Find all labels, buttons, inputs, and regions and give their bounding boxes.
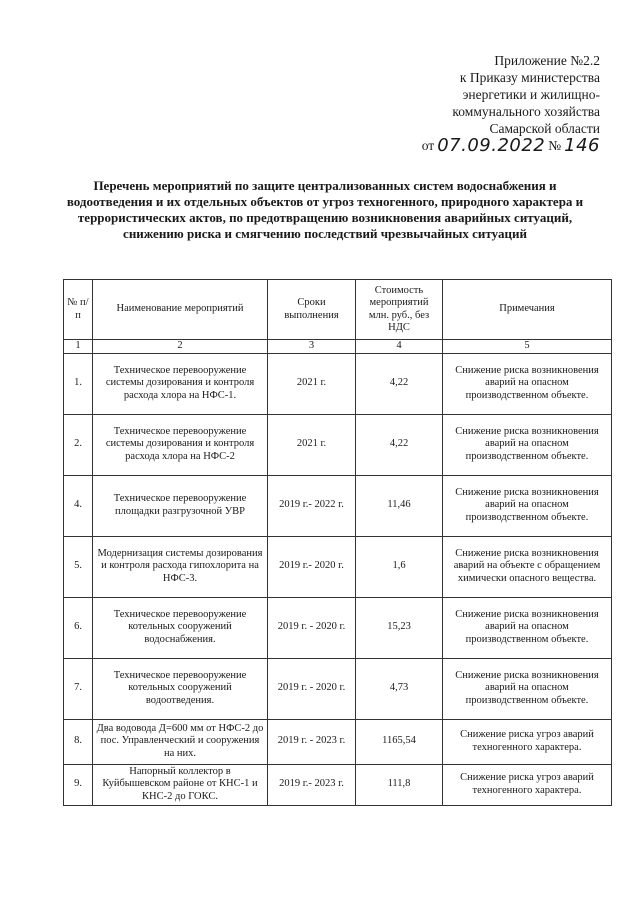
column-number-row bbox=[64, 340, 612, 354]
handwritten-number: 146 bbox=[564, 135, 600, 156]
measure-cost: 111,8 bbox=[356, 764, 443, 805]
order-date-line bbox=[422, 137, 600, 154]
measure-name: Техническое перевооружение площадки разгрузочной УВР bbox=[93, 475, 268, 536]
measure-cost: 11,46 bbox=[356, 475, 443, 536]
table-row bbox=[64, 353, 612, 414]
measure-cost: 1165,54 bbox=[356, 719, 443, 764]
row-number: 2. bbox=[64, 414, 93, 475]
measure-term: 2019 г. - 2023 г. bbox=[268, 719, 356, 764]
appendix-block bbox=[380, 52, 600, 154]
measure-term: 2019 г.- 2020 г. bbox=[268, 536, 356, 597]
table-row bbox=[64, 719, 612, 764]
table-row bbox=[64, 597, 612, 658]
measure-cost: 15,23 bbox=[356, 597, 443, 658]
measures-table bbox=[63, 279, 612, 806]
column-number: 4 bbox=[356, 340, 443, 354]
header-cell: № п/п bbox=[64, 280, 93, 340]
measure-note: Снижение риска возникновения аварий на опасном производственном объекте. bbox=[443, 414, 612, 475]
table-row bbox=[64, 475, 612, 536]
column-number: 3 bbox=[268, 340, 356, 354]
measure-cost: 4,22 bbox=[356, 414, 443, 475]
column-number: 2 bbox=[93, 340, 268, 354]
table-header-row bbox=[64, 280, 612, 340]
table-row bbox=[64, 536, 612, 597]
measure-cost: 1,6 bbox=[356, 536, 443, 597]
header-cell: Стоимость мероприятий млн. руб., без НДС bbox=[356, 280, 443, 340]
measure-term: 2019 г.- 2022 г. bbox=[268, 475, 356, 536]
measure-name: Два водовода Д=600 мм от НФС-2 до пос. Управленческий и сооружения на них. bbox=[93, 719, 268, 764]
measure-note: Снижение риска возникновения аварий на объекте с обращением химически опасного вещества. bbox=[443, 536, 612, 597]
measure-term: 2019 г.- 2023 г. bbox=[268, 764, 356, 805]
table-row bbox=[64, 658, 612, 719]
table-row bbox=[64, 764, 612, 805]
number-sign: № bbox=[548, 138, 562, 153]
document-title: Перечень мероприятий по защите централизованных систем водоснабжения и водоотведения и их отдельных объектов от угроз техногенного, природного характера и террористических актов, по предотвращению возникновения аварийных ситуаций, снижению риска и смягчению последствий чрезвычайных ситуаций bbox=[66, 178, 584, 241]
appendix-line: к Приказу министерства bbox=[459, 70, 600, 85]
appendix-line: Приложение №2.2 bbox=[494, 53, 600, 68]
measure-note: Снижение риска угроз аварий техногенного характера. bbox=[443, 719, 612, 764]
measure-name: Модернизация системы дозирования и контроля расхода гипохлорита на НФС-3. bbox=[93, 536, 268, 597]
column-number: 1 bbox=[64, 340, 93, 354]
handwritten-date: 07.09.2022 bbox=[437, 135, 546, 156]
measure-note: Снижение риска возникновения аварий на опасном производственном объекте. bbox=[443, 475, 612, 536]
header-cell: Наименование мероприятий bbox=[93, 280, 268, 340]
measure-note: Снижение риска возникновения аварий на опасном производственном объекте. bbox=[443, 658, 612, 719]
row-number: 5. bbox=[64, 536, 93, 597]
measure-cost: 4,73 bbox=[356, 658, 443, 719]
measure-note: Снижение риска угроз аварий техногенного характера. bbox=[443, 764, 612, 805]
row-number: 9. bbox=[64, 764, 93, 805]
appendix-line: энергетики и жилищно- bbox=[462, 87, 600, 102]
measure-cost: 4,22 bbox=[356, 353, 443, 414]
measure-name: Техническое перевооружение системы дозирования и контроля расхода хлора на НФС-2 bbox=[93, 414, 268, 475]
measure-name: Напорный коллектор в Куйбышевском районе от КНС-1 и КНС-2 до ГОКС. bbox=[93, 764, 268, 805]
measure-note: Снижение риска возникновения аварий на опасном производственном объекте. bbox=[443, 597, 612, 658]
measure-name: Техническое перевооружение системы дозирования и контроля расхода хлора на НФС-1. bbox=[93, 353, 268, 414]
row-number: 7. bbox=[64, 658, 93, 719]
appendix-line: коммунального хозяйства bbox=[452, 104, 600, 119]
measure-term: 2019 г. - 2020 г. bbox=[268, 597, 356, 658]
row-number: 4. bbox=[64, 475, 93, 536]
row-number: 6. bbox=[64, 597, 93, 658]
table-row bbox=[64, 414, 612, 475]
row-number: 8. bbox=[64, 719, 93, 764]
header-cell: Примечания bbox=[443, 280, 612, 340]
date-prefix: от bbox=[421, 138, 435, 153]
appendix-line: Самарской области bbox=[489, 121, 600, 136]
measure-term: 2021 г. bbox=[268, 414, 356, 475]
row-number: 1. bbox=[64, 353, 93, 414]
header-cell: Сроки выполнения bbox=[268, 280, 356, 340]
measure-name: Техническое перевооружение котельных сооружений водоснабжения. bbox=[93, 597, 268, 658]
measure-name: Техническое перевооружение котельных сооружений водоотведения. bbox=[93, 658, 268, 719]
column-number: 5 bbox=[443, 340, 612, 354]
measure-term: 2021 г. bbox=[268, 353, 356, 414]
measure-note: Снижение риска возникновения аварий на опасном производственном объекте. bbox=[443, 353, 612, 414]
measure-term: 2019 г. - 2020 г. bbox=[268, 658, 356, 719]
